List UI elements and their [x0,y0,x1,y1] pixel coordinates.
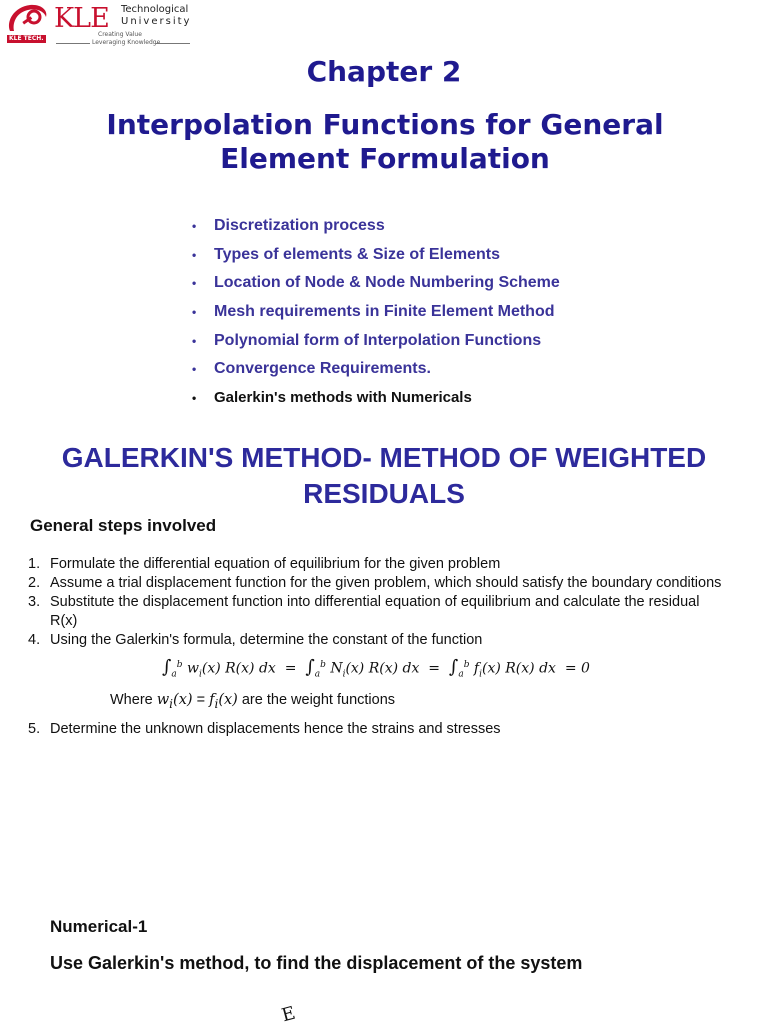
step-text: Determine the unknown displacements hence the strains and stresses [50,721,501,737]
topic-label: Polynomial form of Interpolation Functions [214,331,542,349]
logo-name: KLE [54,3,109,34]
step-text: Formulate the differential equation of equilibrium for the given problem [50,556,501,572]
bullet-icon: • [192,362,197,377]
topic-item [192,241,560,270]
topic-label: Location of Node & Node Numbering Scheme [214,274,560,292]
bullet-icon: • [192,333,197,348]
kle-emblem-icon [4,3,50,35]
step-number: 3. [28,594,41,610]
step-item [28,720,728,739]
numerical-problem: Use Galerkin's method, to find the displacement of the system [50,953,583,973]
chapter-title: Chapter 2 [306,55,462,88]
section-title: GALERKIN'S METHOD- METHOD OF WEIGHTED RESIDUALS [61,442,707,509]
step-item [28,574,728,593]
logo-tagline-1: Creating Value [98,31,142,38]
logo-badge: KLE TECH. [9,35,44,42]
bullet-icon: • [192,276,197,291]
topic-label: Types of elements & Size of Elements [214,245,501,263]
logo-line-1: Technological [121,4,189,15]
weight-function-note: Where $w_i(x) = f_i(x)$ are the weight functions [110,692,396,711]
logo-divider-left [56,43,90,44]
logo-tagline-2: Leveraging Knowledge [92,39,161,46]
topic-item [192,327,560,356]
topic-item [192,212,560,241]
topic-item [192,298,560,327]
step-item [28,631,728,720]
steps-list [28,555,728,739]
logo-line-2: University [121,16,192,27]
step-number: 4. [28,632,41,648]
step-number: 2. [28,575,41,591]
topic-item [192,355,560,384]
topic-item [192,269,560,298]
step-item [28,555,728,574]
step-number: 5. [28,721,41,737]
integral-sign-icon: ∫ [305,656,315,678]
topic-label: Galerkin's methods with Numericals [214,389,472,407]
galerkin-equation: $\int_a^b$ $w_i(x)$ R(x) dx = $\int_a^b$ $N_i(x)$ R(x) dx = $\int_a^b$ $f_i(x)$ R(x) dx = 0 [162,656,590,680]
bullet-icon: • [192,219,197,233]
topic-label: Convergence Requirements. [214,360,431,378]
step-text: Substitute the displacement function into differential equation of equilibrium and calculate the residual R(x) [50,594,700,629]
integral-sign-icon: ∫ [162,656,172,678]
step-number: 1. [28,556,41,572]
topic-item [192,384,560,413]
university-logo [4,3,194,47]
bullet-icon: • [192,391,197,406]
step-text: Assume a trial displacement function for the given problem, which should satisfy the boundary conditions [50,575,722,591]
figure-partial-label: E [279,1002,298,1026]
topic-list [192,212,560,413]
topic-label: Discretization process [214,217,385,234]
logo-divider-right [156,43,190,44]
step-text: Using the Galerkin's formula, determine the constant of the function [50,632,483,648]
steps-heading: General steps involved [30,516,217,535]
chapter-subtitle: Interpolation Functions for General Element Formulation [106,108,664,175]
bullet-icon: • [192,305,197,320]
bullet-icon: • [192,247,197,262]
step-item [28,593,728,631]
numerical-label: Numerical-1 [50,917,148,936]
integral-sign-icon: ∫ [448,656,459,678]
topic-label: Mesh requirements in Finite Element Method [214,303,555,321]
